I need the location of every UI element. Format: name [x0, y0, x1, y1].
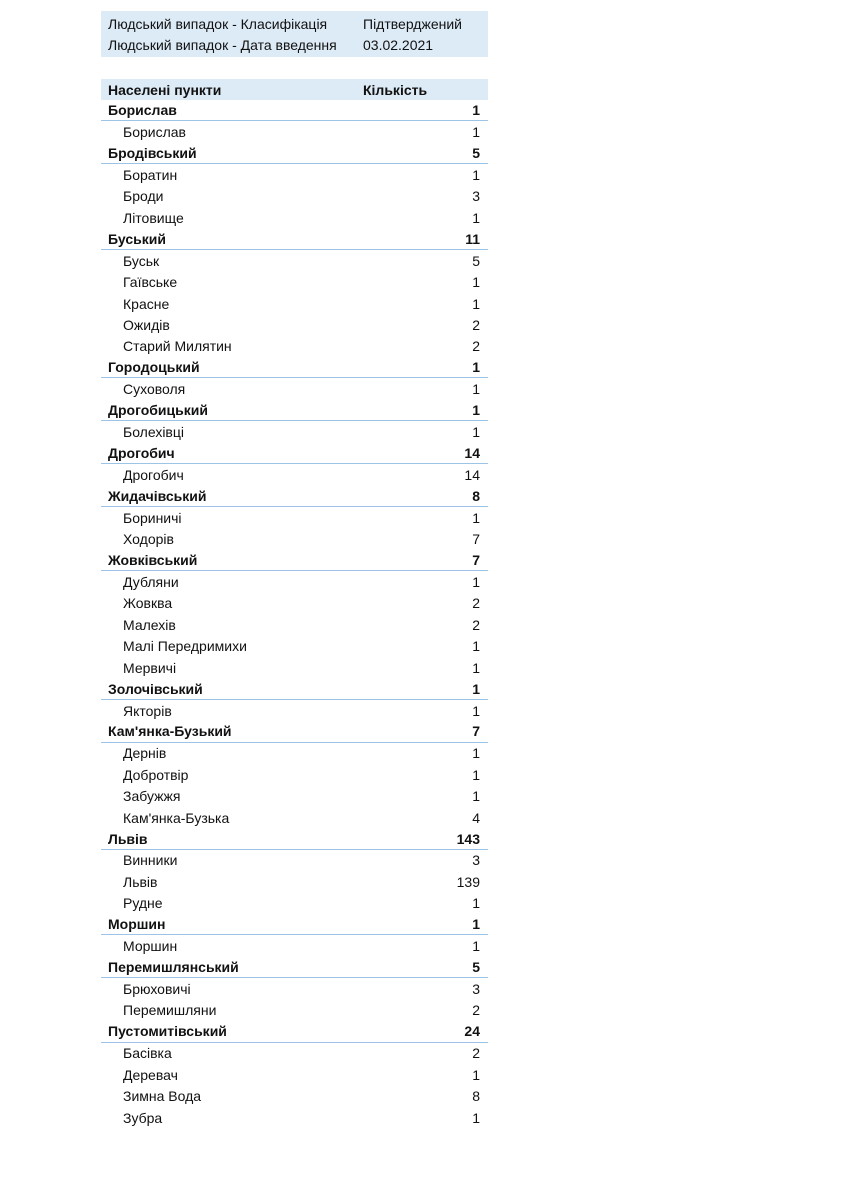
- case-count: 1: [472, 788, 480, 805]
- case-count: 1: [472, 659, 480, 676]
- locality-name: Добротвір: [123, 766, 189, 783]
- district-name: Жовківський: [108, 552, 198, 569]
- table-header: [101, 79, 488, 100]
- district-name: Львів: [108, 830, 148, 847]
- locality-name: Суховоля: [123, 381, 186, 398]
- case-count: 1: [472, 1066, 480, 1083]
- locality-name: Бориничі: [123, 509, 182, 526]
- case-count: 143: [456, 830, 480, 847]
- case-count: 1: [472, 938, 480, 955]
- case-count: 1: [472, 1109, 480, 1126]
- locality-name: Буськ: [123, 252, 160, 269]
- case-count: 1: [472, 573, 480, 590]
- case-count: 1: [472, 509, 480, 526]
- table-row: [101, 314, 488, 335]
- case-count: 3: [472, 188, 480, 205]
- case-count: 1: [472, 424, 480, 441]
- case-count: 1: [472, 766, 480, 783]
- locality-name: Рудне: [123, 895, 163, 912]
- case-count: 7: [472, 552, 480, 569]
- case-count: 2: [472, 616, 480, 633]
- case-count: 1: [472, 680, 480, 697]
- locality-name: Гаївське: [123, 274, 178, 291]
- case-count: 5: [472, 959, 480, 976]
- district-name: Дрогобицький: [108, 402, 208, 419]
- case-count: 1: [472, 295, 480, 312]
- case-count: 2: [472, 1002, 480, 1019]
- district-name: Дрогобич: [108, 444, 175, 461]
- table-row: [101, 207, 488, 228]
- case-count: 1: [472, 209, 480, 226]
- table-row: [101, 186, 488, 207]
- case-count: 2: [472, 338, 480, 355]
- group-row: [101, 486, 488, 507]
- locality-name: Літовище: [123, 209, 184, 226]
- locality-name: Борислав: [123, 124, 186, 141]
- table-row: [101, 1085, 488, 1106]
- case-count: 1: [472, 274, 480, 291]
- locality-name: Басівка: [123, 1045, 172, 1062]
- case-count: 8: [472, 487, 480, 504]
- case-count: 1: [472, 745, 480, 762]
- filter-row-date: [101, 34, 488, 55]
- locality-name: Винники: [123, 852, 178, 869]
- table-row: [101, 636, 488, 657]
- locality-name: Дернів: [123, 745, 167, 762]
- locality-name: Красне: [123, 295, 170, 312]
- table-row: [101, 507, 488, 528]
- locality-name: Зубра: [123, 1109, 163, 1126]
- case-count: 8: [472, 1088, 480, 1105]
- locality-name: Моршин: [123, 938, 178, 955]
- table-body: [101, 100, 488, 1128]
- district-name: Пустомитівський: [108, 1023, 227, 1040]
- case-count: 7: [472, 723, 480, 740]
- case-count: 4: [472, 809, 480, 826]
- district-name: Борислав: [108, 102, 177, 119]
- table-row: [101, 978, 488, 999]
- table-row: [101, 935, 488, 956]
- spacer: [101, 57, 488, 79]
- group-row: [101, 357, 488, 378]
- locality-name: Малехів: [123, 616, 176, 633]
- case-count: 14: [464, 444, 480, 461]
- locality-name: Мервичі: [123, 659, 177, 676]
- group-row: [101, 143, 488, 164]
- table-row: [101, 850, 488, 871]
- case-count: 1: [472, 402, 480, 419]
- case-count: 1: [472, 638, 480, 655]
- table-row: [101, 528, 488, 549]
- case-count: 3: [472, 981, 480, 997]
- case-count: 1: [472, 124, 480, 141]
- locality-name: Деревач: [123, 1066, 178, 1083]
- locality-name: Болехівці: [123, 424, 184, 441]
- case-count: 7: [472, 531, 480, 548]
- report: [101, 11, 488, 1128]
- table-row: [101, 764, 488, 785]
- column-header-count: Кількість: [363, 81, 428, 98]
- group-row: [101, 443, 488, 464]
- table-row: [101, 1064, 488, 1085]
- table-row: [101, 614, 488, 635]
- case-count: 5: [472, 252, 480, 269]
- table-row: [101, 743, 488, 764]
- case-count: 2: [472, 1045, 480, 1062]
- table-row: [101, 1107, 488, 1128]
- locality-name: Дрогобич: [123, 466, 184, 483]
- case-count: 1: [472, 381, 480, 398]
- case-count: 1: [472, 359, 480, 376]
- locality-name: Кам'янка-Бузька: [123, 809, 230, 826]
- district-name: Буський: [108, 230, 166, 247]
- table-row: [101, 271, 488, 292]
- filter-label: Людський випадок - Класифікація: [108, 15, 328, 32]
- district-name: Перемишлянський: [108, 959, 239, 976]
- locality-name: Малі Передримихи: [123, 638, 247, 655]
- locality-name: Забужжя: [123, 788, 181, 805]
- case-count: 139: [456, 873, 480, 890]
- case-count: 3: [472, 852, 480, 869]
- district-name: Бродівський: [108, 145, 197, 162]
- table-row: [101, 1000, 488, 1021]
- locality-name: Брюховичі: [123, 981, 191, 997]
- group-row: [101, 678, 488, 699]
- locality-name: Броди: [123, 188, 164, 205]
- group-row: [101, 828, 488, 849]
- locality-name: Перемишляни: [123, 1002, 217, 1019]
- case-count: 2: [472, 595, 480, 612]
- case-count: 1: [472, 166, 480, 183]
- case-count: 5: [472, 145, 480, 162]
- locality-name: Якторів: [123, 702, 172, 719]
- locality-name: Ожидів: [123, 316, 170, 333]
- locality-name: Ходорів: [123, 531, 174, 548]
- group-row: [101, 400, 488, 421]
- table-row: [101, 164, 488, 185]
- table-row: [101, 464, 488, 485]
- group-row: [101, 957, 488, 978]
- table-row: [101, 807, 488, 828]
- locality-name: Старий Милятин: [123, 338, 232, 355]
- locality-name: Жовква: [123, 595, 173, 612]
- table-row: [101, 700, 488, 721]
- case-count: 14: [464, 466, 480, 483]
- column-header-localities: Населені пункти: [108, 81, 222, 98]
- filter-row-classification: [101, 13, 488, 34]
- locality-name: Зимна Вода: [123, 1088, 202, 1105]
- district-name: Моршин: [108, 916, 166, 933]
- table-row: [101, 786, 488, 807]
- group-row: [101, 229, 488, 250]
- group-row: [101, 550, 488, 571]
- group-row: [101, 914, 488, 935]
- case-count: 1: [472, 702, 480, 719]
- table-row: [101, 378, 488, 399]
- group-row: [101, 721, 488, 742]
- locality-name: Львів: [123, 873, 158, 890]
- table-row: [101, 893, 488, 914]
- table-row: [101, 336, 488, 357]
- district-name: Золочівський: [108, 680, 203, 697]
- locality-name: Дубляни: [123, 573, 179, 590]
- table-row: [101, 871, 488, 892]
- table-row: [101, 657, 488, 678]
- case-count: 2: [472, 316, 480, 333]
- case-count: 11: [465, 230, 480, 247]
- locality-name: Боратин: [123, 166, 178, 183]
- district-name: Городоцький: [108, 359, 200, 376]
- district-name: Жидачівський: [108, 487, 207, 504]
- filter-label: Людський випадок - Дата введення: [108, 36, 337, 53]
- filter-value: 03.02.2021: [363, 36, 434, 53]
- district-name: Кам'янка-Бузький: [108, 723, 232, 740]
- case-count: 1: [472, 895, 480, 912]
- group-row: [101, 100, 488, 121]
- table-row: [101, 250, 488, 271]
- case-count: 24: [464, 1023, 480, 1040]
- table-row: [101, 571, 488, 592]
- table-row: [101, 593, 488, 614]
- table-row: [101, 421, 488, 442]
- group-row: [101, 1021, 488, 1042]
- table-row: [101, 1043, 488, 1064]
- case-count: 1: [472, 916, 480, 933]
- filter-panel: [101, 11, 488, 57]
- case-count: 1: [472, 102, 480, 119]
- table-row: [101, 121, 488, 142]
- table-row: [101, 293, 488, 314]
- filter-value: Підтверджений: [363, 15, 462, 32]
